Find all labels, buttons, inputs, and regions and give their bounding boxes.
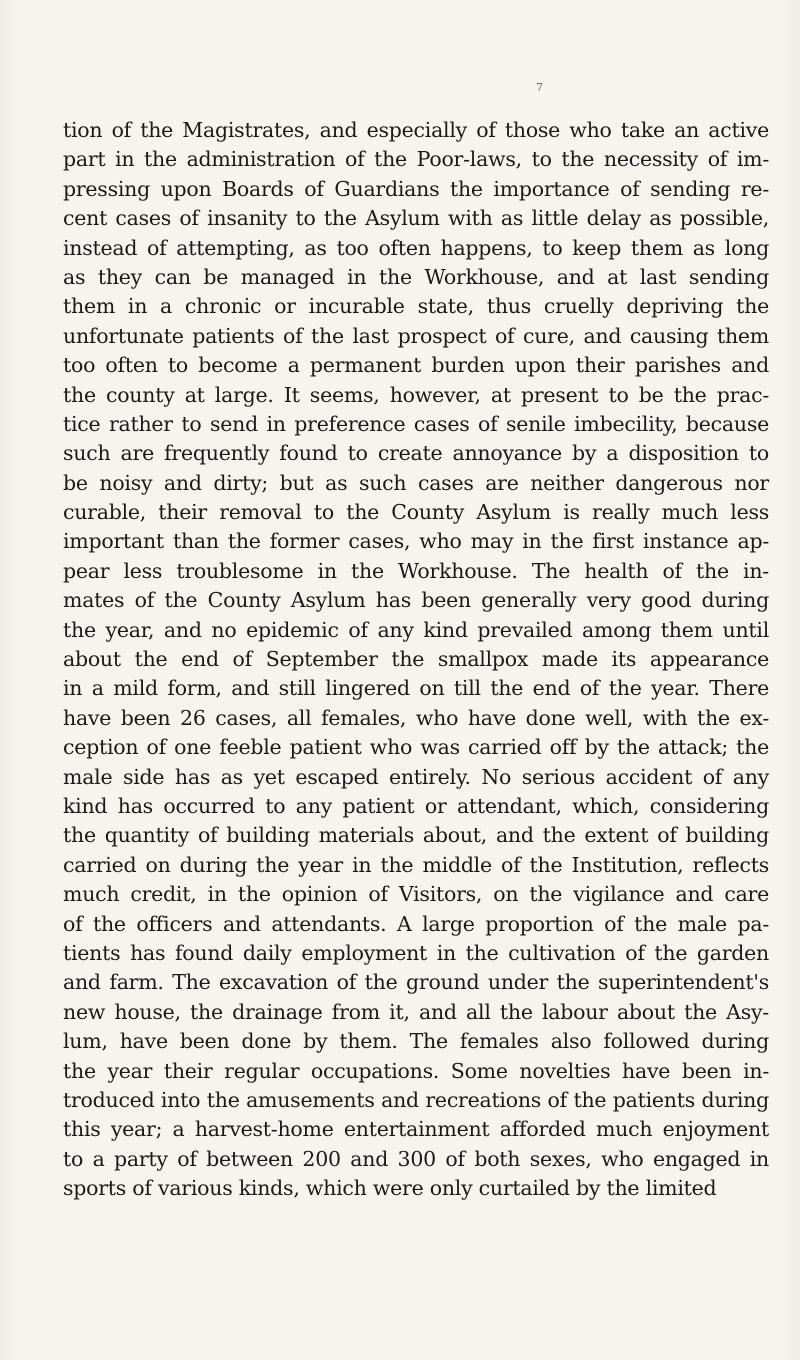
page-folio-mark: 7 — [536, 81, 543, 94]
body-text — [63, 116, 769, 1203]
text-line: the county at large. It seems, however, at present to be the prac- — [63, 382, 769, 407]
text-line: curable, their removal to the County Asylum is really much less — [63, 500, 769, 525]
text-line: in a mild form, and still lingered on till the end of the year. There — [63, 676, 769, 701]
text-line: troduced into the amusements and recreations of the patients during — [63, 1087, 769, 1112]
text-line: part in the administration of the Poor-laws, to the necessity of im- — [63, 147, 769, 172]
text-line: mates of the County Asylum has been generally very good during — [63, 588, 769, 613]
text-line: pear less troublesome in the Workhouse. The health of the in- — [63, 558, 769, 583]
text-line: tients has found daily employment in the cultivation of the garden — [63, 940, 769, 965]
text-line: have been 26 cases, all females, who have done well, with the ex- — [63, 705, 769, 730]
text-line: tice rather to send in preference cases of senile imbecility, because — [63, 411, 769, 436]
text-line: of the officers and attendants. A large proportion of the male pa- — [63, 911, 769, 936]
text-line: kind has occurred to any patient or attendant, which, considering — [63, 793, 769, 818]
text-line: the quantity of building materials about, and the extent of building — [63, 823, 769, 848]
text-line: this year; a harvest-home entertainment afforded much enjoyment — [63, 1117, 769, 1142]
text-line: the year their regular occupations. Some novelties have been in- — [63, 1058, 769, 1083]
text-line: them in a chronic or incurable state, thus cruelly depriving the — [63, 294, 769, 319]
text-line: carried on during the year in the middle of the Institution, reflects — [63, 852, 769, 877]
text-line: cent cases of insanity to the Asylum with as little delay as possible, — [63, 206, 769, 231]
text-line: too often to become a permanent burden upon their parishes and — [63, 353, 769, 378]
text-line: about the end of September the smallpox made its appearance — [63, 647, 769, 672]
text-line: pressing upon Boards of Guardians the importance of sending re- — [63, 176, 769, 201]
text-line: to a party of between 200 and 300 of both sexes, who engaged in — [63, 1146, 769, 1171]
text-line: instead of attempting, as too often happens, to keep them as long — [63, 235, 769, 260]
text-line: such are frequently found to create annoyance by a disposition to — [63, 441, 769, 466]
text-line: and farm. The excavation of the ground under the superintendent's — [63, 970, 769, 995]
text-line: lum, have been done by them. The females also followed during — [63, 1029, 769, 1054]
text-line: sports of various kinds, which were only curtailed by the limited — [63, 1176, 717, 1201]
text-line: new house, the drainage from it, and all the labour about the Asy- — [63, 999, 769, 1024]
text-line: much credit, in the opinion of Visitors, on the vigilance and care — [63, 882, 769, 907]
text-line: ception of one feeble patient who was carried off by the attack; the — [63, 735, 769, 760]
text-line: tion of the Magistrates, and especially of those who take an active — [63, 118, 769, 142]
text-line: important than the former cases, who may in the first instance ap- — [63, 529, 769, 554]
text-line: unfortunate patients of the last prospect of cure, and causing them — [63, 323, 769, 348]
text-line: male side has as yet escaped entirely. No serious accident of any — [63, 764, 769, 789]
text-line: as they can be managed in the Workhouse, and at last sending — [63, 264, 769, 289]
text-line: the year, and no epidemic of any kind prevailed among them until — [63, 617, 769, 642]
text-line: be noisy and dirty; but as such cases are neither dangerous nor — [63, 470, 769, 495]
